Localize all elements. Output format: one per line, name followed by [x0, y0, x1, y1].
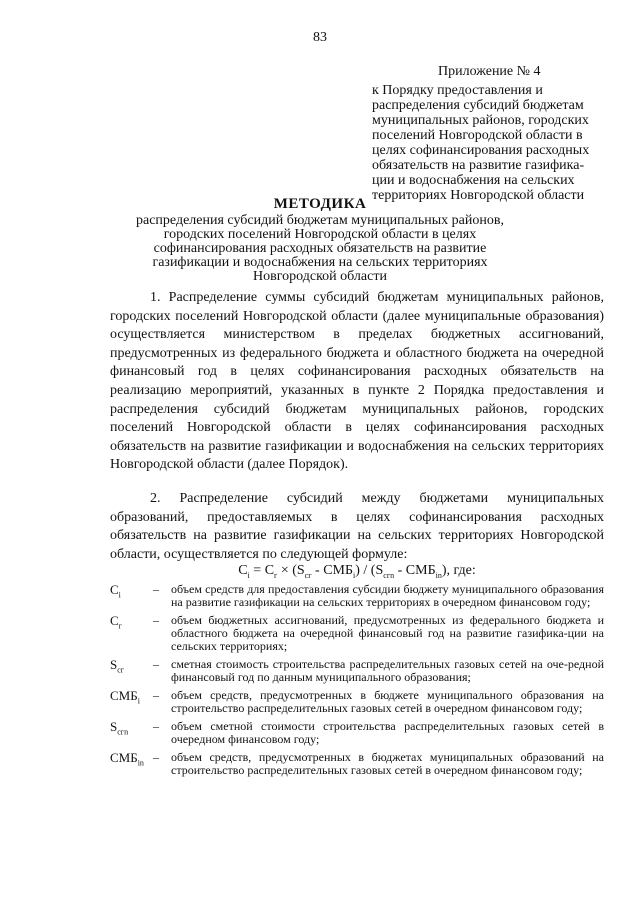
formula-c2: C [264, 563, 275, 578]
legend-row-ci [110, 583, 604, 609]
formula-sgr-sub: сг [304, 570, 312, 580]
formula-end: ), где: [441, 563, 476, 578]
formula-s: S [296, 563, 305, 578]
formula-smb: СМБ [323, 563, 354, 578]
legend-row-sgrn [110, 720, 604, 746]
formula-c: C [238, 563, 248, 578]
formula-minus2: - [394, 563, 406, 578]
formula-ci-sub: i [247, 570, 250, 580]
formula-div: ) / ( [355, 563, 376, 578]
formula-legend [110, 583, 604, 782]
document-subtitle: распределения субсидий бюджетам муниципальных районов, городских поселений Новгородской области в целях софинансирования расходных обязательств на развитие газификации и водоснабжения на сельских территориях Новгородской области [136, 213, 504, 284]
legend-symbol: $C_г$ [110, 613, 122, 631]
document-title: МЕТОДИКА [273, 196, 367, 212]
legend-description: сметная стоимость строительства распределительных газовых сетей на оче-редной финансовый год по данным муниципального образования; [171, 657, 604, 684]
legend-symbol: $C_i$ [110, 582, 121, 600]
paragraph-1: 1. Распределение суммы субсидий бюджетам муниципальных районов, городских поселений Новгородской области (далее муниципальные образования) осуществляется министерством в пределах бюджетных ассигнований, предусмотренных из федерального бюджета и областного бюджета на очередной финансовый год в целях софинансирования расходных обязательств на реализацию мероприятий, указанных в пункте 2 Порядка предоставления и распределения субсидий бюджетам муниципальных районов, городских поселений Новгородской области в целях софинансирования расходных обязательств на развитие газификации и водоснабжения на сельских территориях Новгородской области (далее Порядок). [110, 290, 604, 473]
formula-eq: = [249, 563, 265, 578]
formula-smbin-sub: in [435, 570, 442, 580]
formula-smb2: СМБ [405, 563, 436, 578]
legend-dash: – [153, 688, 159, 702]
legend-dash: – [153, 657, 159, 671]
legend-description: объем средств, предусмотренных в бюджетах муниципальных образований на строительство распределительных газовых сетей в очередном финансовом году; [171, 750, 604, 777]
appendix-title: Приложение № 4 [438, 64, 541, 79]
legend-symbol: $СМБ_{in}$ [110, 750, 144, 768]
formula-s2: S [375, 563, 384, 578]
appendix-reference: к Порядку предоставления и распределения субсидий бюджетам муниципальных районов, городских поселений Новгородской области в целях софинансирования расходных обязательств на развитие газифика-ции и водоснабжения на сельских территориях Новгородской области [372, 83, 590, 203]
formula [110, 563, 604, 579]
formula-times: × ( [277, 563, 297, 578]
legend-description: объем сметной стоимости строительства распределительных газовых сетей в очередном финансовом году; [171, 719, 604, 746]
legend-dash: – [153, 613, 159, 627]
formula-minus1: - [311, 563, 324, 578]
legend-symbol: $S_{сгn}$ [110, 719, 129, 737]
formula-smbi-sub: i [353, 570, 356, 580]
legend-row-cg [110, 614, 604, 653]
legend-dash: – [153, 582, 159, 596]
legend-symbol: $S_{сг}$ [110, 657, 125, 675]
formula-cg-sub: г [274, 570, 278, 580]
legend-description: объем средств, предусмотренных в бюджете муниципального образования на строительство распределительных газовых сетей в очередном финансовом году; [171, 688, 604, 715]
legend-row-smbin [110, 751, 604, 777]
legend-description: объем бюджетных ассигнований, предусмотренных из федерального бюджета и областного бюджета на очередной финансовый год на развитие газифика-ции на сельских территориях; [171, 613, 604, 653]
legend-row-smbi [110, 689, 604, 715]
legend-description: объем средств для предоставления субсидии бюджету муниципального образования на развитие газификации на сельских территориях в очередном финансовом году; [171, 582, 604, 609]
page-number: 83 [313, 30, 327, 45]
legend-dash: – [153, 719, 159, 733]
paragraph-2: 2. Распределение субсидий между бюджетами муниципальных образований, предоставляемых в целях софинансирования расходных обязательств на развитие газификации на сельских территориях Новгородской области, осуществляется по следующей формуле: [110, 491, 604, 562]
legend-row-sgr [110, 658, 604, 684]
formula-sgrn-sub: сгn [383, 570, 395, 580]
legend-symbol: $СМБ_i$ [110, 688, 140, 706]
legend-dash: – [153, 750, 159, 764]
